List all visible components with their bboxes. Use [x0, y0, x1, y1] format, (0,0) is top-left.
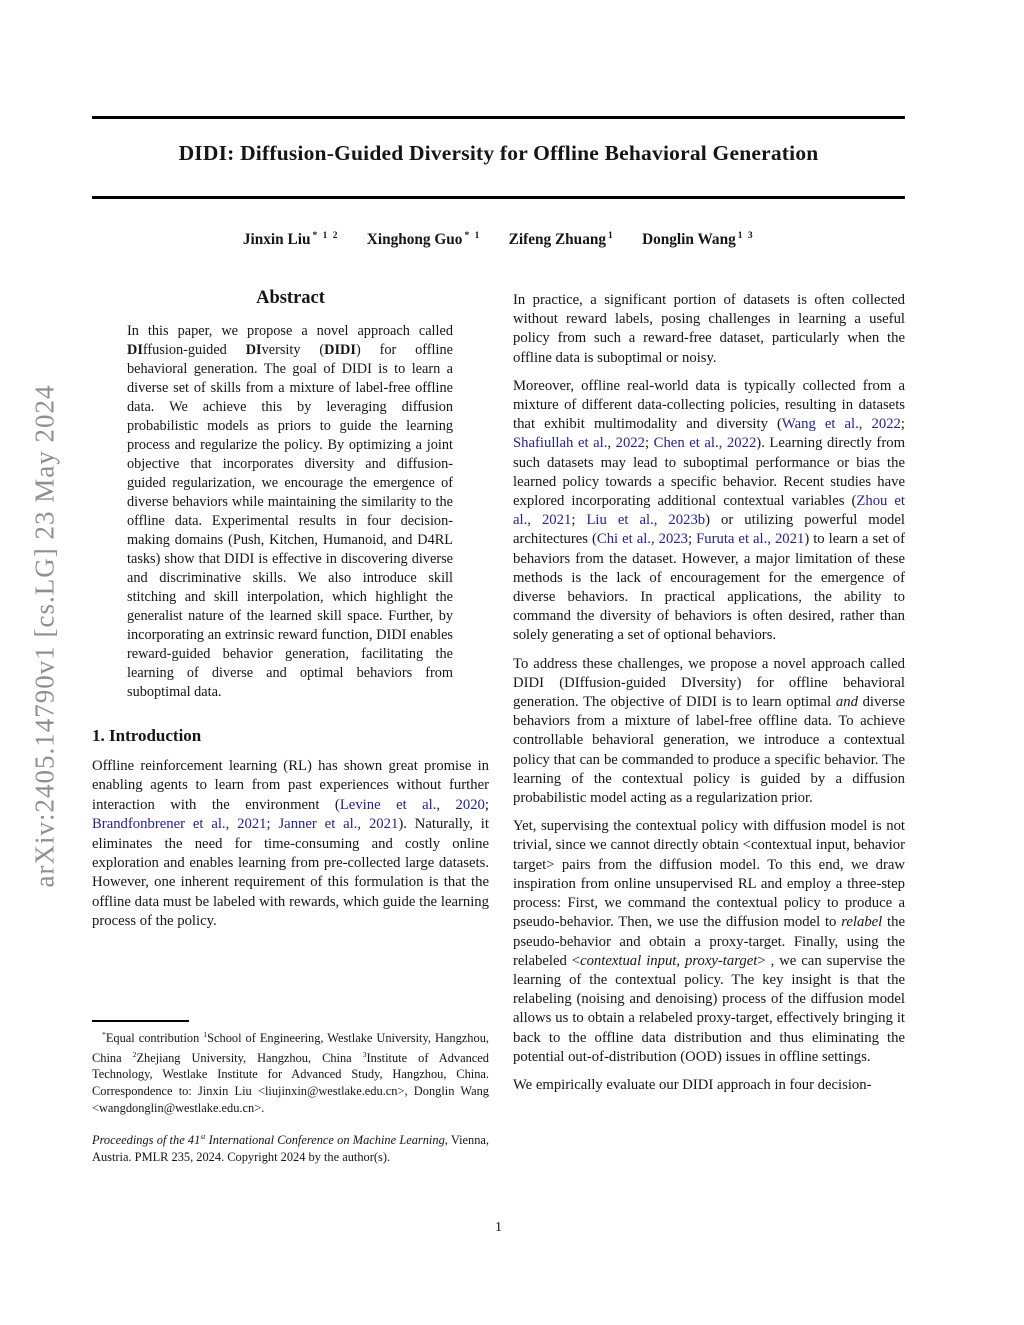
text-segment: School of Engineering, Westlake University, Hangzhou, China — [92, 1031, 489, 1065]
text-segment: Zhejiang University, Hangzhou, China — [136, 1050, 363, 1065]
paper-title: DIDI: Diffusion-Guided Diversity for Offline Behavioral Generation — [178, 141, 819, 165]
footnote-block — [92, 1020, 489, 1166]
text-segment: contextual input, proxy-target — [580, 952, 758, 969]
paragraph — [513, 377, 905, 646]
citation-link[interactable]: Levine et al., 2020 — [339, 796, 485, 813]
text-segment: Proceedings of the 41 — [92, 1133, 201, 1148]
author-affiliation-marks: 1 3 — [737, 231, 755, 241]
text-segment: , Vienna, Austria. PMLR 235, 2024. Copyright 2024 by the author(s). — [92, 1133, 489, 1164]
text-segment: ). Naturally, it eliminates the need for time-consuming and costly online exploration and enables learning from pre-collected large datasets. However, one inherent requirement of this formulation is that the offline data must be labeled with rewards, which guide the learning process of the policy. — [92, 816, 489, 930]
text-segment: To address these challenges, we propose a novel approach called DIDI (DIffusion-guided DIversity) for offline behavioral generation. The objective of DIDI is to learn optimal — [513, 655, 905, 711]
text-segment: ). Learning directly from such datasets may lead to suboptimal performance or bias the learned policy towards a specific behavior. Recent studies have explored incorporating additional contextual variables ( — [513, 435, 905, 510]
text-segment: and — [835, 694, 858, 711]
text-segment: ; — [484, 796, 489, 813]
abstract-heading: Abstract — [256, 288, 325, 308]
text-segment: ; — [900, 416, 905, 433]
abstract-text — [127, 322, 453, 702]
text-segment: diverse behaviors from a mixture of label-free offline data. To achieve controllable behavioral generation, we introduce a contextual policy that can be commanded to produce a specific behavior. The learning of the contextual policy is guided by a diffusion probabilistic model acting as a regularization prior. — [513, 694, 906, 807]
text-segment: relabel — [841, 914, 883, 931]
paragraph — [513, 655, 905, 809]
citation-link[interactable]: Furuta et al., 2021 — [696, 531, 805, 548]
text-segment: ) or utilizing powerful model architectures ( — [513, 512, 905, 548]
text-segment: st — [200, 1132, 206, 1142]
author-entry — [509, 231, 615, 248]
author-entry — [642, 231, 754, 248]
text-segment: 2 — [132, 1049, 137, 1059]
text-segment: Offline reinforcement learning (RL) has shown great promise in enabling agents to learn from past experiences without further interaction with the environment ( — [92, 758, 489, 813]
paragraph — [513, 817, 905, 1067]
paragraph — [513, 1076, 905, 1095]
footnote-text — [92, 1027, 489, 1116]
text-segment: DI — [127, 342, 143, 358]
text-segment: the pseudo-behavior and obtain a proxy-target. Finally, using the relabeled < — [513, 914, 905, 969]
text-segment: Yet, supervising the contextual policy with diffusion model is not trivial, since we cannot directly obtain <contextual input, behavior target> pairs from the diffusion model. To this end, we draw inspiration from online unsupervised RL and employ a three-step process: First, we command the contextual policy to produce a pseudo-behavior. Then, we use the diffusion model to — [513, 818, 905, 931]
arxiv-watermark: arXiv:2405.14790v1 [cs.LG] 23 May 2024 — [29, 384, 60, 888]
text-segment: > , we can supervise the learning of the contextual policy. The key insight is that the relabeling (noising and denoising) process of the diffusion model allows us to obtain a relabeled proxy-target, effectively bringing it back to the offline data distribution and thus eliminating the potential out-of-distribution (OOD) issues in offline settings. — [513, 952, 905, 1065]
left-column — [92, 288, 489, 932]
author-name: Xinghong Guo — [366, 231, 463, 249]
text-segment: ) for offline behavioral generation. The goal of DIDI is to learn a diverse set of skills from a mixture of label-free offline data. We achieve this by leveraging diffusion probabilistic models as priors to guide the learning process and regularize the policy. By optimizing a joint objective that incorporates diversity and diffusion-guided regularization, we encourage the emergence of diverse behaviors while maintaining the similarity to the offline data. Experimental results in four decision-making domains (Push, Kitchen, Humanoid, and D4RL tasks) show that DIDI is effective in discovering diverse and discriminative skills. We also introduce skill stitching and skill interpolation, which highlight the generalist nature of the learned skill space. Further, by incorporating an extrinsic reward function, DIDI enables reward-guided behavior generation, facilitating the learning of diverse and optimal behaviors from suboptimal data. — [127, 342, 453, 700]
citation-link[interactable]: Janner et al., 2021 — [278, 816, 399, 833]
author-affiliation-marks: 1 — [608, 231, 615, 241]
right-column — [513, 291, 905, 1104]
author-name: Donglin Wang — [642, 231, 736, 249]
text-segment: We empirically evaluate our DIDI approach in four decision- — [513, 1076, 872, 1093]
text-segment: ; — [688, 531, 697, 548]
text-segment: ffusion-guided — [142, 342, 246, 358]
text-segment: International Conference on Machine Learning — [205, 1133, 445, 1148]
citation-link[interactable]: Zhou et al., 2021 — [513, 493, 905, 529]
page-number: 1 — [495, 1220, 502, 1235]
text-segment: versity ( — [261, 342, 325, 358]
citation-link[interactable]: Wang et al., 2022 — [781, 416, 901, 433]
author-name: Zifeng Zhuang — [508, 231, 606, 249]
citation-link[interactable]: Shafiullah et al., 2022 — [513, 435, 645, 452]
citation-link[interactable]: Liu et al., 2023b — [586, 512, 706, 529]
intro-paragraph — [92, 757, 489, 932]
paragraph — [513, 291, 905, 368]
citation-link[interactable]: Chi et al., 2023 — [596, 531, 689, 548]
author-name: Jinxin Liu — [242, 231, 311, 249]
proceedings-note — [92, 1129, 489, 1165]
text-segment: Equal contribution — [105, 1031, 204, 1046]
author-affiliation-marks: * 1 2 — [312, 231, 339, 241]
title-rule-bottom — [92, 196, 905, 199]
text-segment: ) to learn a set of behaviors from the dataset. However, a major limitation of these methods is the lack of encouragement for the emergence of diverse behaviors. In practical applications, the ability to command the diversity of behaviors is often desired, rather than solely generating a set of optional behaviors. — [513, 531, 906, 644]
text-segment: In this paper, we propose a novel approach called — [127, 323, 453, 339]
author-affiliation-marks: * 1 — [464, 231, 481, 241]
title-rule-top — [92, 116, 905, 119]
text-segment: 1 — [203, 1030, 208, 1039]
text-segment: In practice, a significant portion of datasets is often collected without reward labels, posing challenges in learning a useful policy from such a reward-free dataset, particularly when the offline data is suboptimal or noisy. — [513, 292, 905, 366]
text-segment: DI — [245, 342, 262, 358]
author-line — [92, 231, 905, 249]
text-segment: 3 — [362, 1049, 367, 1059]
text-segment: ; — [571, 512, 587, 529]
text-segment: * — [102, 1030, 106, 1039]
text-segment: Moreover, offline real-world data is typically collected from a mixture of different data-collecting policies, resulting in datasets that exhibit multimodality and diversity ( — [513, 377, 905, 433]
author-entry — [367, 231, 481, 248]
text-segment: Institute of Advanced Technology, Westlake Institute for Advanced Study, Hangzhou, China. Correspondence to: Jinxin Liu <liujinxin@westlake.edu.cn>, Donglin Wang <wangdonglin@westlake.edu.cn>. — [92, 1050, 489, 1115]
citation-link[interactable]: Brandfonbrener et al., 2021 — [92, 816, 267, 833]
author-entry — [243, 231, 339, 248]
citation-link[interactable]: Chen et al., 2022 — [653, 435, 757, 452]
text-segment: ; — [266, 816, 279, 833]
text-segment: DIDI — [324, 342, 356, 358]
section-heading-introduction: 1. Introduction — [92, 726, 202, 745]
footnote-rule — [92, 1020, 189, 1022]
text-segment: ; — [645, 435, 654, 452]
